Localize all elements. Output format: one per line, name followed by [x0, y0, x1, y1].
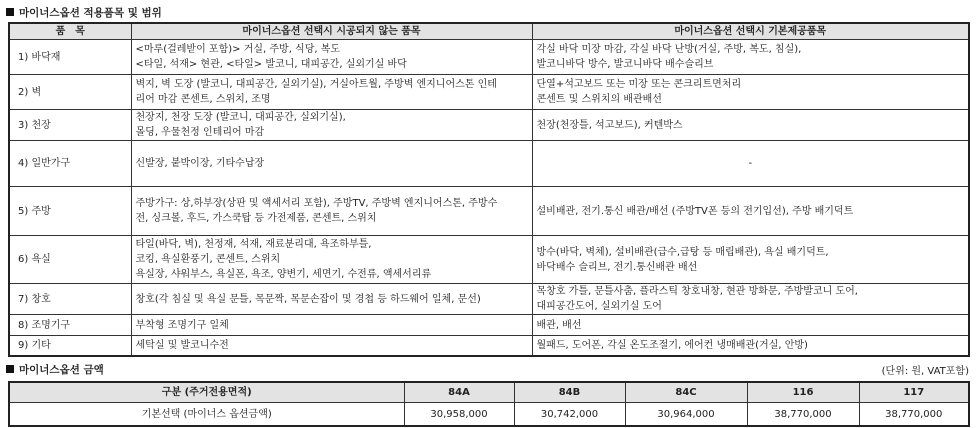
price-84b: 30,742,000 [514, 403, 625, 427]
provided-line: 단열+석고보드 또는 미장 또는 콘크리트면처리 [536, 79, 742, 90]
excluded-cell [131, 236, 532, 284]
provided-cell [532, 40, 969, 75]
excluded-line: 신발장, 붙박이장, 기타수납장 [135, 158, 265, 169]
provided-cell [532, 236, 969, 284]
provided-line: 각실 바닥 미장 마감, 각실 바닥 난방(거실, 주방, 복도, 침실), [536, 44, 802, 55]
header-84b: 84B [514, 382, 625, 403]
item-cell: 5) 주방 [9, 187, 131, 236]
excluded-line: 창호(각 침실 및 욕실 문틀, 목문짝, 목문손잡이 및 경첩 등 하드웨어 일체, 문선) [135, 293, 481, 305]
item-cell: 6) 욕실 [9, 236, 131, 284]
row-label: 기본선택 (마이너스 옵션금액) [9, 403, 404, 427]
price-117: 38,770,000 [859, 403, 969, 427]
header-category: 구분 (주거전용면적) [9, 382, 404, 403]
item-cell: 8) 조명기구 [9, 315, 131, 336]
table-row [9, 284, 969, 315]
scope-table [8, 22, 970, 357]
provided-cell [532, 75, 969, 110]
excluded-line: <타일, 석재> 현관, <타일> 발코니, 대피공간, 실외기실 바닥 [135, 59, 407, 70]
provided-line: 발코니바닥 방수, 발코니바닥 배수슬리브 [536, 59, 714, 70]
table-row [9, 40, 969, 75]
excluded-line: 리어 마감 콘센트, 스위치, 조명 [135, 94, 271, 105]
table-row [9, 236, 969, 284]
price-84c: 30,964,000 [625, 403, 747, 427]
table-row [9, 110, 969, 141]
provided-cell [532, 336, 969, 356]
provided-line: 배관, 배선 [536, 319, 582, 331]
provided-cell [532, 110, 969, 141]
excluded-cell [131, 284, 532, 315]
unit-note: (단위: 원, VAT포함) [881, 366, 969, 377]
excluded-line: <마루(걸레받이 포함)> 거실, 주방, 식당, 복도 [135, 44, 341, 55]
provided-line: 바닥배수 슬리브, 전기.통신배관 배선 [536, 261, 698, 273]
section-title-scope [6, 5, 162, 20]
excluded-line: 벽지, 벽 도장 (발코니, 대피공간, 실외기실), 거실아트월, 주방벽 엔지니어스톤 인테 [135, 79, 497, 90]
provided-line: - [748, 158, 753, 169]
provided-line: 목창호 가틀, 문틀사춤, 플라스틱 창호내창, 현관 방화문, 주방발코니 도어, [536, 286, 858, 297]
excluded-cell [131, 110, 532, 141]
table-row [9, 75, 969, 110]
provided-line: 설비배관, 전기.통신 배관/배선 (주방TV폰 등의 전기입선), 주방 배기덕트 [536, 205, 854, 217]
provided-line: 월패드, 도어폰, 각실 온도조절기, 에어컨 냉매배관(거실, 안방) [536, 339, 808, 351]
item-cell: 3) 천장 [9, 110, 131, 141]
section-title-text: 마이너스옵션 금액 [19, 364, 104, 376]
provided-cell [532, 315, 969, 336]
table-row [9, 403, 969, 427]
excluded-line: 욕실장, 샤워부스, 욕실폰, 욕조, 양변기, 세면기, 수전류, 액세서리류 [135, 269, 432, 280]
section-title-text: 마이너스옵션 적용품목 및 범위 [19, 7, 162, 19]
header-84c: 84C [625, 382, 747, 403]
excluded-line: 전, 싱크볼, 후드, 가스쿡탑 등 가전제품, 콘센트, 스위치 [135, 213, 377, 224]
square-bullet-icon [6, 8, 14, 16]
price-table [8, 381, 970, 427]
square-bullet-icon [6, 365, 14, 373]
header-117: 117 [859, 382, 969, 403]
table-row [9, 187, 969, 236]
header-excluded: 마이너스옵션 선택시 시공되지 않는 품목 [131, 23, 532, 40]
excluded-cell [131, 40, 532, 75]
excluded-cell [131, 336, 532, 356]
excluded-cell [131, 75, 532, 110]
item-cell: 2) 벽 [9, 75, 131, 110]
provided-line: 콘센트 및 스위치의 배관배선 [536, 94, 662, 105]
excluded-line: 천장지, 천장 도장 (발코니, 대피공간, 실외기실), [135, 112, 346, 123]
excluded-cell [131, 141, 532, 187]
item-cell: 1) 바닥재 [9, 40, 131, 75]
item-cell: 4) 일반가구 [9, 141, 131, 187]
table-row [9, 315, 969, 336]
table-row [9, 336, 969, 356]
excluded-line: 부착형 조명기구 일체 [135, 319, 229, 331]
excluded-cell [131, 187, 532, 236]
provided-cell [532, 187, 969, 236]
excluded-line: 몰딩, 우물천정 인테리어 마감 [135, 127, 265, 138]
header-84a: 84A [404, 382, 514, 403]
item-cell: 7) 창호 [9, 284, 131, 315]
header-116: 116 [747, 382, 859, 403]
excluded-cell [131, 315, 532, 336]
header-provided: 마이너스옵션 선택시 기본제공품목 [532, 23, 969, 40]
excluded-line: 주방가구: 상,하부장(상판 및 액세서리 포함), 주방TV, 주방벽 엔지니어스톤, 주방수 [135, 198, 498, 209]
provided-line: 대피공간도어, 실외기실 도어 [536, 301, 662, 312]
price-84a: 30,958,000 [404, 403, 514, 427]
provided-line: 방수(바닥, 벽체), 설비배관(급수,급탕 등 매립배관), 욕실 배기덕트, [536, 246, 829, 258]
provided-cell [532, 284, 969, 315]
excluded-line: 타일(바닥, 벽), 천정재, 석재, 재료분리대, 욕조하부틀, [135, 239, 372, 250]
provided-line: 천장(천장틀, 석고보드), 커텐박스 [536, 119, 683, 131]
excluded-line: 세탁실 및 발코니수전 [135, 339, 229, 351]
header-item: 품 목 [9, 23, 131, 40]
excluded-line: 코킹, 욕실환풍기, 콘센트, 스위치 [135, 254, 281, 265]
provided-cell [532, 141, 969, 187]
table-row [9, 141, 969, 187]
price-116: 38,770,000 [747, 403, 859, 427]
item-cell: 9) 기타 [9, 336, 131, 356]
section-title-price [6, 362, 104, 377]
